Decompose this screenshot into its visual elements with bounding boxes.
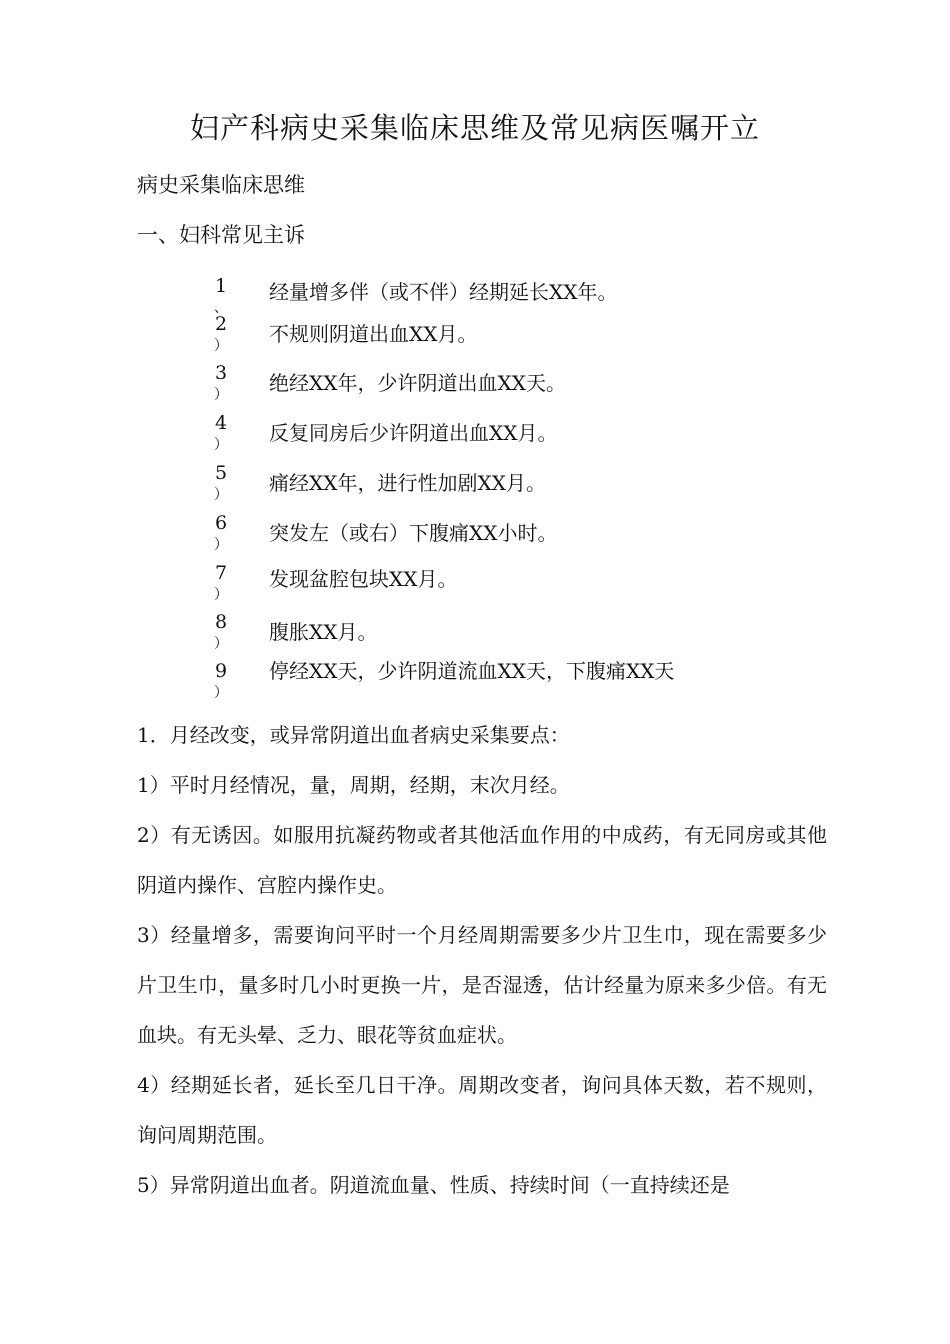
paragraph: 1）平时月经情况，量，周期，经期，末次月经。 xyxy=(137,773,570,797)
complaint-item xyxy=(208,561,728,611)
paragraph: 4）经期延长者，延长至几日干净。周期改变者，询问具体天数，若不规则，询问周期范围。 xyxy=(137,1073,827,1147)
complaint-number-mark: 、 xyxy=(214,300,228,316)
complaint-text: 不规则阴道出血XX月。 xyxy=(269,322,478,346)
complaint-number-mark: ） xyxy=(214,537,228,553)
complaint-number: 7 xyxy=(214,562,228,584)
complaint-item xyxy=(208,312,728,362)
complaint-text: 痛经XX年，进行性加剧XX月。 xyxy=(269,471,546,495)
complaint-text: 突发左（或右）下腹痛XX小时。 xyxy=(269,521,558,545)
complaint-number-mark: ） xyxy=(214,387,228,403)
complaint-number-mark: ） xyxy=(214,338,228,354)
complaint-number: 1 xyxy=(214,275,228,297)
complaint-item xyxy=(208,461,728,511)
complaint-number-mark: ） xyxy=(214,685,228,701)
paragraph: 2）有无诱因。如服用抗凝药物或者其他活血作用的中成药，有无同房或其他阴道内操作、宫腔内操作史。 xyxy=(137,823,827,897)
paragraph: 5）异常阴道出血者。阴道流血量、性质、持续时间（一直持续还是 xyxy=(137,1173,730,1197)
history-collection-body xyxy=(137,710,827,1210)
complaint-text: 腹胀XX月。 xyxy=(269,620,378,644)
complaint-number-mark: ） xyxy=(214,487,228,503)
complaint-text: 经量增多伴（或不伴）经期延长XX年。 xyxy=(269,280,618,304)
document-title: 妇产科病史采集临床思维及常见病医嘱开立 xyxy=(189,111,760,145)
complaint-number: 6 xyxy=(214,512,228,534)
complaint-item xyxy=(208,610,728,660)
complaint-item xyxy=(208,411,728,461)
complaint-number-mark: ） xyxy=(214,636,228,652)
subtitle-heading: 病史采集临床思维 xyxy=(137,173,305,197)
complaint-text: 发现盆腔包块XX月。 xyxy=(269,567,458,591)
complaint-item xyxy=(208,511,728,561)
complaint-list xyxy=(208,268,728,701)
section-heading-complaints: 一、妇科常见主诉 xyxy=(137,223,305,247)
complaint-number: 3 xyxy=(214,362,228,384)
complaint-number: 4 xyxy=(214,412,228,434)
complaint-number-mark: ） xyxy=(214,587,228,603)
complaint-text: 停经XX天，少许阴道流血XX天，下腹痛XX天 xyxy=(269,659,675,683)
complaint-text: 反复同房后少许阴道出血XX月。 xyxy=(269,421,558,445)
paragraph: 3）经量增多，需要询问平时一个月经周期需要多少片卫生巾，现在需要多少片卫生巾，量多时几小时更换一片，是否湿透，估计经量为原来多少倍。有无血块。有无头晕、乏力、眼花等贫血症状。 xyxy=(137,923,827,1047)
complaint-item xyxy=(208,361,728,411)
complaint-number: 5 xyxy=(214,462,228,484)
complaint-number: 2 xyxy=(214,313,228,335)
complaint-number-mark: ） xyxy=(214,437,228,453)
complaint-number: 8 xyxy=(214,611,228,633)
complaint-number: 9 xyxy=(214,660,228,682)
paragraph-heading: 1．月经改变，或异常阴道出血者病史采集要点： xyxy=(137,723,570,747)
complaint-text: 绝经XX年，少许阴道出血XX天。 xyxy=(269,371,566,395)
complaint-item xyxy=(208,659,728,709)
